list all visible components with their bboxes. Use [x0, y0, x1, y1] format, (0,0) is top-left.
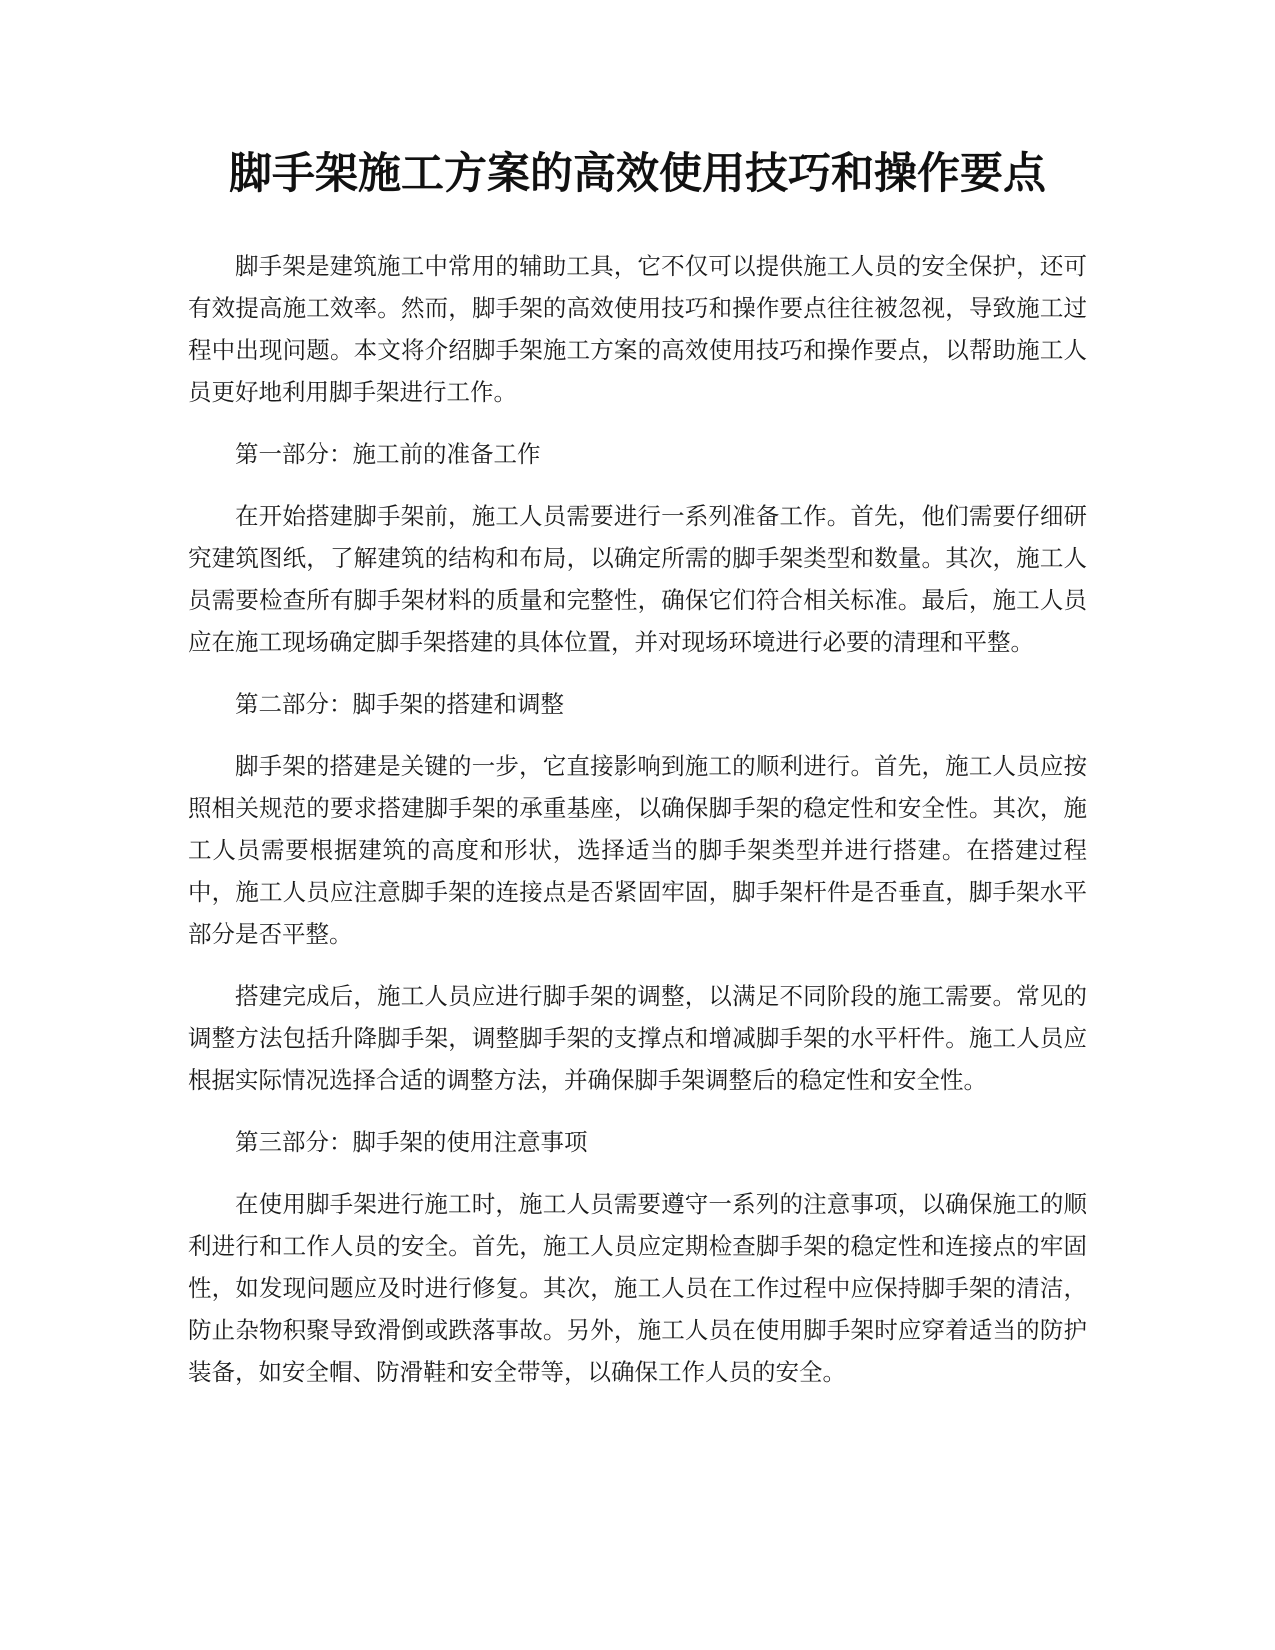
section-heading-1: 第一部分：施工前的准备工作	[235, 440, 541, 468]
section-heading-2: 第二部分：脚手架的搭建和调整	[235, 690, 564, 718]
document-title: 脚手架施工方案的高效使用技巧和操作要点	[229, 149, 1046, 199]
intro-paragraph: 脚手架是建筑施工中常用的辅助工具，它不仅可以提供施工人员的安全保护，还可有效提高施工效率。然而，脚手架的高效使用技巧和操作要点往往被忽视，导致施工过程中出现问题。本文将介绍脚手架施工方案的高效使用技巧和操作要点，以帮助施工人员更好地利用脚手架进行工作。	[188, 252, 1087, 406]
section-heading-3: 第三部分：脚手架的使用注意事项	[235, 1128, 588, 1156]
section-2-paragraph-1: 脚手架的搭建是关键的一步，它直接影响到施工的顺利进行。首先，施工人员应按照相关规范的要求搭建脚手架的承重基座，以确保脚手架的稳定性和安全性。其次，施工人员需要根据建筑的高度和形状，选择适当的脚手架类型并进行搭建。在搭建过程中，施工人员应注意脚手架的连接点是否紧固牢固，脚手架杆件是否垂直，脚手架水平部分是否平整。	[188, 752, 1087, 948]
section-2-paragraph-2: 搭建完成后，施工人员应进行脚手架的调整，以满足不同阶段的施工需要。常见的调整方法包括升降脚手架，调整脚手架的支撑点和增减脚手架的水平杆件。施工人员应根据实际情况选择合适的调整方法，并确保脚手架调整后的稳定性和安全性。	[188, 982, 1087, 1094]
section-1-paragraph: 在开始搭建脚手架前，施工人员需要进行一系列准备工作。首先，他们需要仔细研究建筑图纸，了解建筑的结构和布局，以确定所需的脚手架类型和数量。其次，施工人员需要检查所有脚手架材料的质量和完整性，确保它们符合相关标准。最后，施工人员应在施工现场确定脚手架搭建的具体位置，并对现场环境进行必要的清理和平整。	[188, 502, 1087, 656]
section-3-paragraph: 在使用脚手架进行施工时，施工人员需要遵守一系列的注意事项，以确保施工的顺利进行和工作人员的安全。首先，施工人员应定期检查脚手架的稳定性和连接点的牢固性，如发现问题应及时进行修复。其次，施工人员在工作过程中应保持脚手架的清洁，防止杂物积聚导致滑倒或跌落事故。另外，施工人员在使用脚手架时应穿着适当的防护装备，如安全帽、防滑鞋和安全带等，以确保工作人员的安全。	[188, 1190, 1087, 1386]
